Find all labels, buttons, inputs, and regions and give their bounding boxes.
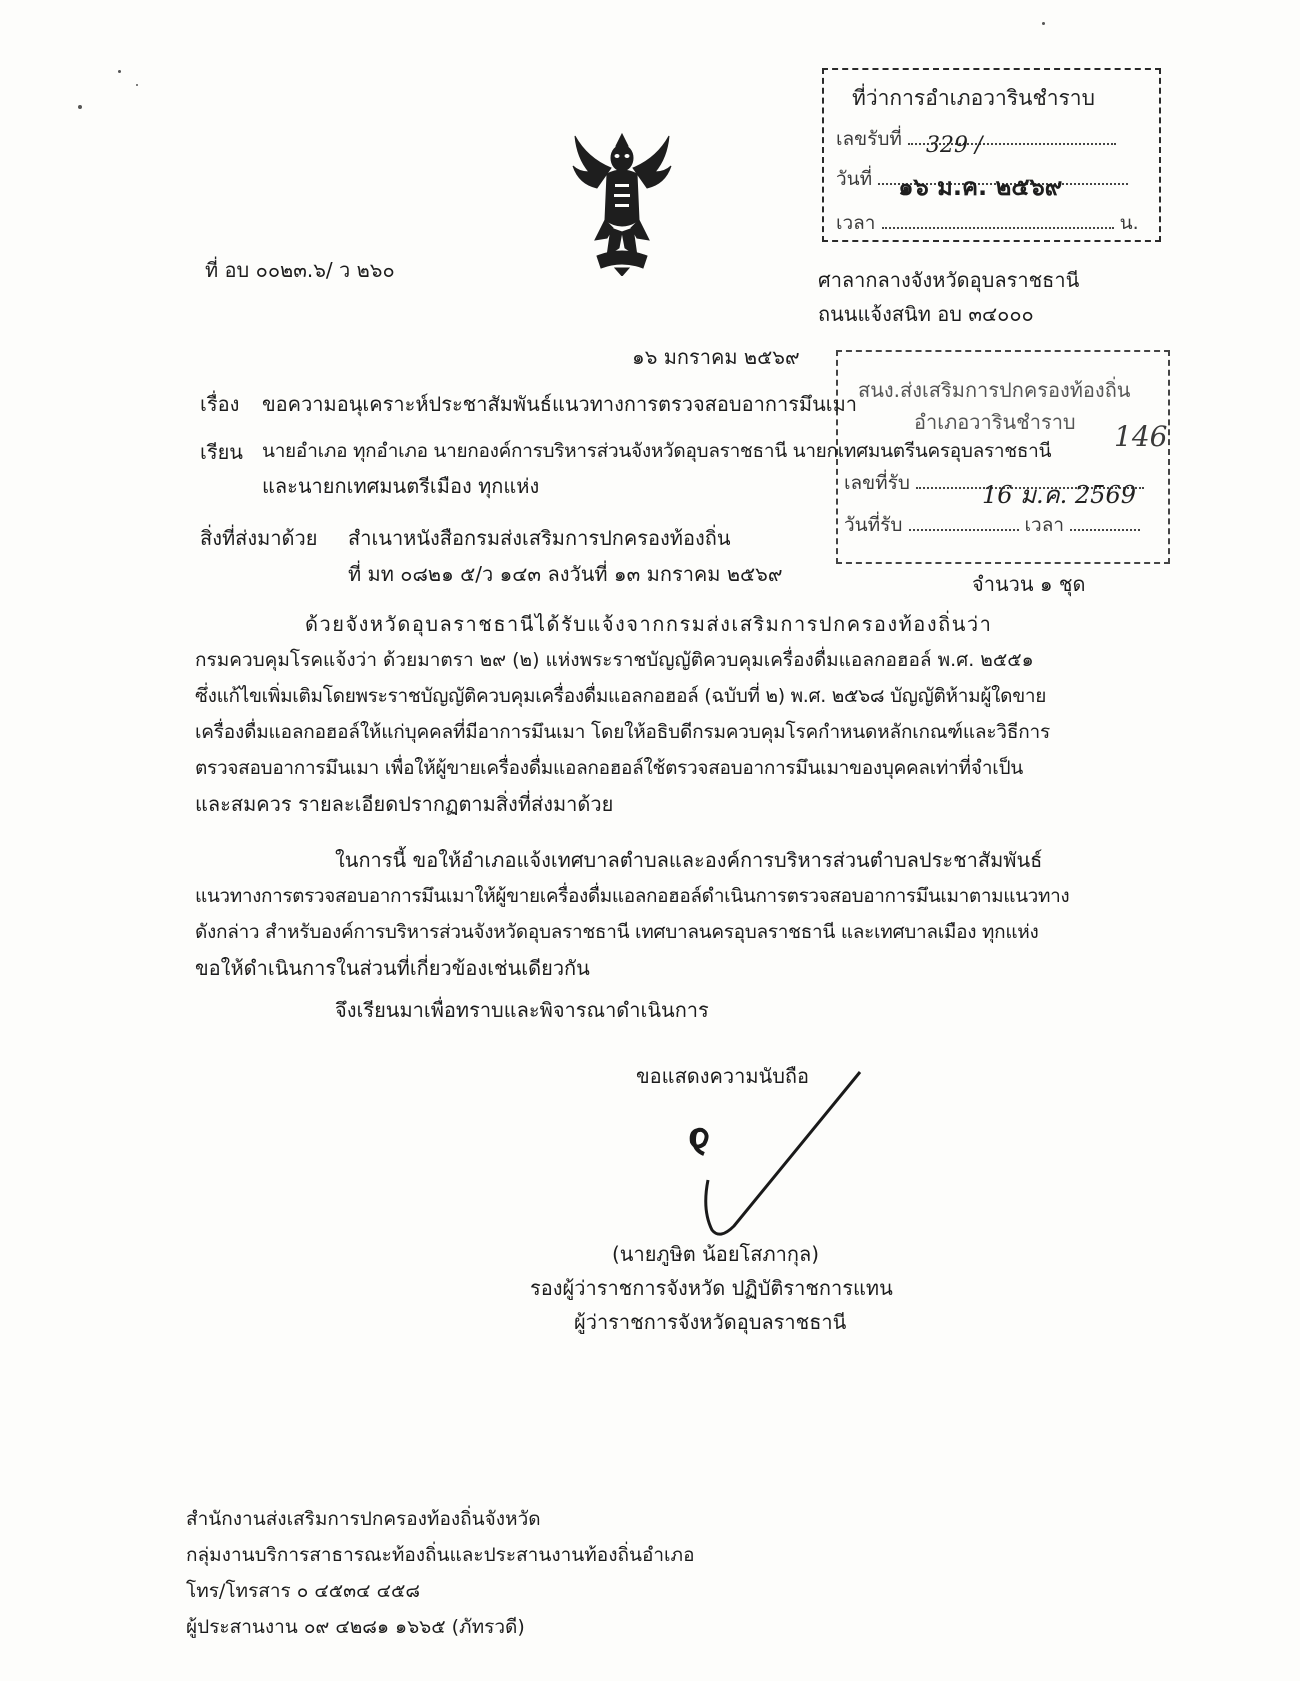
footer-line: สำนักงานส่งเสริมการปกครองท้องถิ่นจังหวัด xyxy=(186,1508,541,1530)
paragraph-line: ในการนี้ ขอให้อำเภอแจ้งเทศบาลตำบลและองค์การบริหารส่วนตำบลประชาสัมพันธ์ xyxy=(335,848,1043,872)
local-stamp-subtitle: อำเภอวารินชำราบ xyxy=(914,410,1076,434)
office-address: ถนนแจ้งสนิท อบ ๓๔๐๐๐ xyxy=(818,302,1034,326)
scan-speck xyxy=(1042,22,1045,25)
enclosure-line2: ที่ มท ๐๘๒๑ ๕/ว ๑๔๓ ลงวันที่ ๑๓ มกราคม ๒๕๖๙ xyxy=(348,562,783,586)
scan-speck xyxy=(78,105,82,109)
district-receipt-stamp xyxy=(822,68,1161,242)
paragraph-line: และสมควร รายละเอียดปรากฏตามสิ่งที่ส่งมาด้วย xyxy=(195,792,614,816)
paragraph-line: เครื่องดื่มแอลกอฮอล์ให้แก่บุคคลที่มีอาการมึนเมา โดยให้อธิบดีกรมควบคุมโรคกำหนดหลักเกณฑ์และวิธีการ xyxy=(195,721,1050,743)
footer-line: กลุ่มงานบริการสาธารณะท้องถิ่นและประสานงานท้องถิ่นอำเภอ xyxy=(186,1544,695,1566)
local-stamp-number: 146 xyxy=(1114,420,1168,453)
enclosure-label: สิ่งที่ส่งมาด้วย xyxy=(200,526,318,550)
signer-name: (นายภูษิต น้อยโสภากุล) xyxy=(612,1242,820,1266)
scan-speck xyxy=(136,84,138,86)
subject-text: ขอความอนุเคราะห์ประชาสัมพันธ์แนวทางการตรวจสอบอาการมึนเมา xyxy=(262,392,858,416)
garuda-emblem xyxy=(567,128,677,276)
local-stamp-time-label: เวลา xyxy=(1024,514,1065,536)
enclosure-line1: สำเนาหนังสือกรมส่งเสริมการปกครองท้องถิ่น xyxy=(348,526,731,550)
addressee-line1: นายอำเภอ ทุกอำเภอ นายกองค์การบริหารส่วนจังหวัดอุบลราชธานี นายกเทศมนตรีนครอุบลราชธานี xyxy=(262,440,1052,462)
closing-phrase: ขอแสดงความนับถือ xyxy=(636,1064,810,1088)
office-name: ศาลากลางจังหวัดอุบลราชธานี xyxy=(818,268,1080,292)
letter-date: ๑๖ มกราคม ๒๕๖๙ xyxy=(632,345,800,369)
footer-line: ผู้ประสานงาน ๐๙ ๔๒๘๑ ๑๖๖๕ (ภัทรวดี) xyxy=(186,1616,525,1638)
paragraph-line: ซึ่งแก้ไขเพิ่มเติมโดยพระราชบัญญัติควบคุมเครื่องดื่มแอลกอฮอล์ (ฉบับที่ ๒) พ.ศ. ๒๕๖๘ บัญญัติห้ามผู้ใดขาย xyxy=(195,685,1047,707)
addressee-label: เรียน xyxy=(200,440,243,464)
local-stamp-receipt-label: เลขที่รับ xyxy=(844,472,910,494)
stamp-time-label: เวลา xyxy=(836,212,876,234)
signer-position-1: รองผู้ว่าราชการจังหวัด ปฏิบัติราชการแทน xyxy=(530,1276,893,1300)
scan-speck xyxy=(118,70,121,73)
local-stamp-title: สนง.ส่งเสริมการปกครองท้องถิ่น xyxy=(858,378,1131,402)
local-stamp-receipt-value: 16 ม.ค. 2569 xyxy=(981,481,1136,509)
signer-position-2: ผู้ว่าราชการจังหวัดอุบลราชธานี xyxy=(574,1310,847,1334)
enclosure-count: จำนวน ๑ ชุด xyxy=(972,572,1086,596)
reference-number: ที่ อบ ๐๐๒๓.๖/ ว ๒๖๐ xyxy=(205,258,395,282)
stamp-date-row xyxy=(836,164,1128,201)
stamp-date-value: ๑๖ ม.ค. ๒๕๖๙ xyxy=(898,173,1063,201)
stamp-title: ที่ว่าการอำเภอวารินชำราบ xyxy=(852,86,1095,110)
paragraph-line: ตรวจสอบอาการมึนเมา เพื่อให้ผู้ขายเครื่องดื่มแอลกอฮอล์ใช้ตรวจสอบอาการมึนเมาของบุคคลเท่าที่จำเป็น xyxy=(195,757,1023,779)
body-paragraph-1 xyxy=(195,606,1110,822)
paragraph-line: ด้วยจังหวัดอุบลราชธานีได้รับแจ้งจากกรมส่งเสริมการปกครองท้องถิ่นว่า xyxy=(305,612,993,636)
body-paragraph-2 xyxy=(195,842,1110,986)
local-stamp-receipt-row xyxy=(844,468,1144,509)
local-stamp-date-row xyxy=(844,510,1140,540)
paragraph-line: แนวทางการตรวจสอบอาการมึนเมาให้ผู้ขายเครื่องดื่มแอลกอฮอล์ดำเนินการตรวจสอบอาการมึนเมาตามแนวทาง xyxy=(195,885,1070,907)
stamp-time-suffix: น. xyxy=(1119,212,1139,234)
stamp-receipt-value: 329 / xyxy=(925,133,983,158)
paragraph-line: ดังกล่าว สำหรับองค์การบริหารส่วนจังหวัดอุบลราชธานี เทศบาลนครอุบลราชธานี และเทศบาลเมือง ทุกแห่ง xyxy=(195,921,1039,943)
stamp-time-row xyxy=(836,208,1139,238)
subject-label: เรื่อง xyxy=(200,392,240,416)
addressee-line2: และนายกเทศมนตรีเมือง ทุกแห่ง xyxy=(262,474,540,498)
stamp-receipt-label: เลขรับที่ xyxy=(836,128,902,150)
stamp-receipt-row xyxy=(836,124,1116,158)
paragraph-line: กรมควบคุมโรคแจ้งว่า ด้วยมาตรา ๒๙ (๒) แห่งพระราชบัญญัติควบคุมเครื่องดื่มแอลกอฮอล์ พ.ศ. ๒๕๕๑ xyxy=(195,649,1034,671)
closing-request: จึงเรียนมาเพื่อทราบและพิจารณาดำเนินการ xyxy=(335,998,709,1022)
stamp-date-label: วันที่ xyxy=(836,168,873,190)
paragraph-line: ขอให้ดำเนินการในส่วนที่เกี่ยวข้องเช่นเดียวกัน xyxy=(195,956,590,980)
footer-line: โทร/โทรสาร ๐ ๔๕๓๔ ๔๕๘ xyxy=(186,1580,421,1602)
local-stamp-date-label: วันที่รับ xyxy=(844,514,903,536)
signature-image xyxy=(680,1070,880,1250)
